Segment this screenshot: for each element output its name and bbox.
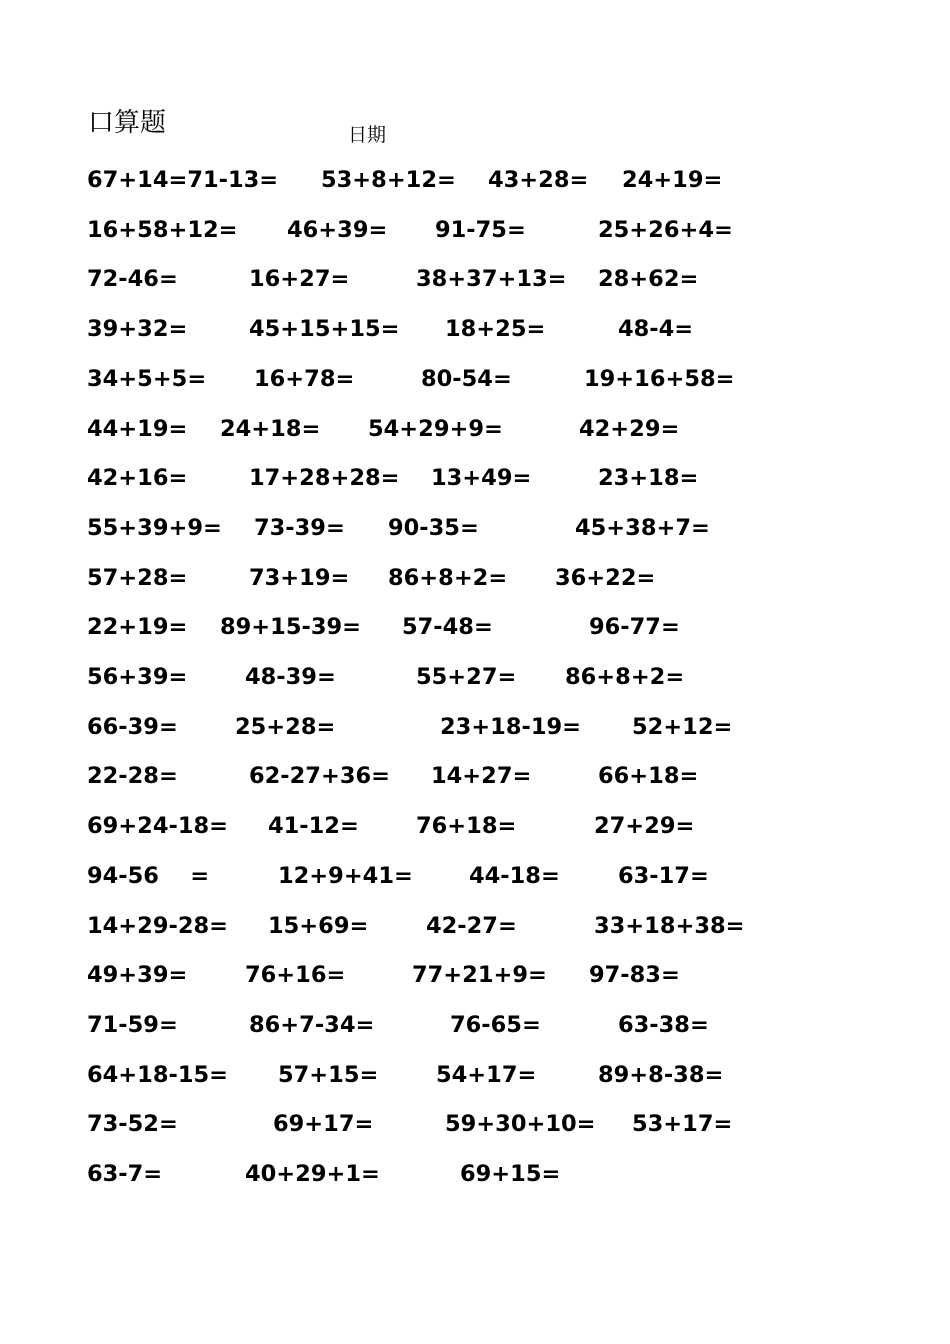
math-problem: 42+29= [579, 415, 680, 442]
math-problem: 80-54= [421, 365, 512, 392]
math-problem: 38+37+13= [416, 266, 567, 293]
math-problem: 91-75= [435, 216, 526, 243]
math-problem: 64+18-15= [87, 1061, 228, 1088]
math-problem: 46+39= [287, 216, 388, 243]
math-problem: 69+17= [273, 1111, 374, 1138]
math-problem: 45+38+7= [575, 514, 710, 541]
math-problem: 42-27= [426, 912, 517, 939]
math-problem: 53+8+12= [321, 167, 456, 193]
math-problem: 33+18+38= [594, 912, 745, 939]
math-problem: 24+19= [622, 167, 723, 193]
math-problem: 63-17= [618, 862, 709, 889]
math-problem: 27+29= [594, 813, 695, 840]
math-problem: 53+17= [632, 1111, 733, 1138]
math-problem: 28+62= [598, 266, 699, 293]
math-problem: 73-39= [254, 514, 345, 541]
math-problem: 86+8+2= [565, 664, 685, 690]
math-problem: 34+5+5= [87, 365, 207, 392]
math-problem: 56+39= [87, 664, 188, 690]
math-problem: 12+9+41= [278, 862, 413, 889]
math-problem: 18+25= [445, 316, 546, 343]
math-problem: 14+27= [431, 763, 532, 790]
date-label: 日期 [348, 124, 387, 146]
math-problem: 55+27= [416, 664, 517, 690]
math-problem: 86+8+2= [388, 564, 508, 591]
math-problem: 94-56 = [87, 862, 210, 889]
math-problem: 36+22= [555, 564, 656, 591]
math-problem: 44-18= [469, 862, 560, 889]
math-problem: 76-65= [450, 1011, 541, 1038]
math-problem: 44+19= [87, 415, 188, 442]
math-problem: 48-39= [245, 664, 336, 690]
math-problem: 62-27+36= [249, 763, 390, 790]
math-problem: 17+28+28= [249, 465, 400, 492]
math-problem: 23+18-19= [440, 713, 581, 740]
math-problem: 73-52= [87, 1111, 178, 1138]
math-problem: 45+15+15= [249, 316, 400, 343]
math-problem: 89+15-39= [220, 614, 361, 641]
math-problem: 66-39= [87, 713, 178, 740]
math-problem: 13+49= [431, 465, 532, 492]
math-problem: 48-4= [618, 316, 694, 343]
math-problem: 23+18= [598, 465, 699, 492]
math-problem: 69+15= [460, 1161, 561, 1187]
math-problem: 57+15= [278, 1061, 379, 1088]
math-problem: 57-48= [402, 614, 493, 641]
math-problem: 39+32= [87, 316, 188, 343]
math-problem: 96-77= [589, 614, 680, 641]
math-problem: 76+18= [416, 813, 517, 840]
math-problem: 52+12= [632, 713, 733, 740]
math-problem: 54+17= [436, 1061, 537, 1088]
math-problem: 49+39= [87, 962, 188, 989]
math-problem: 43+28= [488, 167, 589, 193]
worksheet-title: 口算题 [88, 108, 167, 138]
math-problem: 63-7= [87, 1161, 163, 1187]
math-problem: 86+7-34= [249, 1011, 375, 1038]
math-problem: 72-46= [87, 266, 178, 293]
math-problem: 69+24-18= [87, 813, 228, 840]
math-problem: 73+19= [249, 564, 350, 591]
math-problem: 42+16= [87, 465, 188, 492]
math-problem: 15+69= [268, 912, 369, 939]
math-problem: 55+39+9= [87, 514, 222, 541]
math-problem: 16+27= [249, 266, 350, 293]
math-problem: 76+16= [245, 962, 346, 989]
math-problem: 16+78= [254, 365, 355, 392]
math-problem: 57+28= [87, 564, 188, 591]
math-problem: 66+18= [598, 763, 699, 790]
math-problem: 59+30+10= [445, 1111, 596, 1138]
math-problem: 67+14=71-13= [87, 167, 279, 193]
math-problem: 25+28= [235, 713, 336, 740]
math-problem: 90-35= [388, 514, 479, 541]
math-problem: 16+58+12= [87, 216, 238, 243]
math-problem: 89+8-38= [598, 1061, 724, 1088]
math-problem: 14+29-28= [87, 912, 228, 939]
math-problem: 24+18= [220, 415, 321, 442]
math-problem: 97-83= [589, 962, 680, 989]
math-problem: 25+26+4= [598, 216, 733, 243]
math-problem: 54+29+9= [368, 415, 503, 442]
math-problem: 19+16+58= [584, 365, 735, 392]
math-problem: 71-59= [87, 1011, 178, 1038]
math-problem: 22+19= [87, 614, 188, 641]
math-problem: 40+29+1= [245, 1161, 380, 1187]
math-problem: 22-28= [87, 763, 178, 790]
math-problem: 41-12= [268, 813, 359, 840]
math-problem: 63-38= [618, 1011, 709, 1038]
math-problem: 77+21+9= [412, 962, 547, 989]
